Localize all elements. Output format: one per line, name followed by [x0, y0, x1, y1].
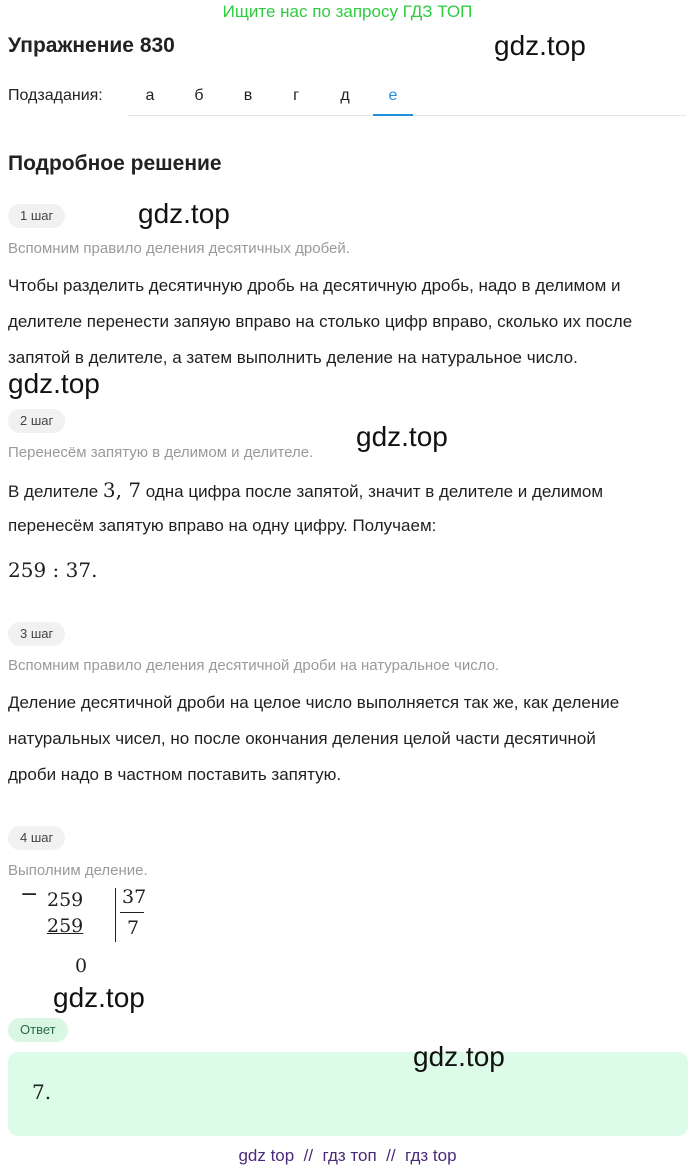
- tab-g[interactable]: г: [293, 87, 299, 104]
- step-badge-4: 4 шаг: [8, 826, 65, 850]
- step-text-2-line-2: перенесём запятую вправо на одну цифру. Получаем:: [8, 516, 437, 535]
- step-text-1-line-2: делителе перенести запяую вправо на столько цифр вправо, сколько их после: [8, 312, 633, 331]
- watermark: gdz.top: [53, 982, 145, 1013]
- tab-e[interactable]: е: [373, 78, 413, 116]
- answer-box: [8, 1052, 688, 1136]
- footer-links[interactable]: gdz top // гдз топ // гдз top: [238, 1146, 457, 1165]
- step-hint-3: Вспомним правило деления десятичной дроби на натуральное число.: [8, 657, 500, 674]
- promo-banner[interactable]: Ищите нас по запросу ГДЗ ТОП: [222, 2, 473, 21]
- tab-d[interactable]: д: [340, 87, 350, 104]
- division-horizontal-line: [120, 912, 144, 913]
- division-minus: −: [20, 882, 39, 907]
- solution-heading: Подробное решение: [8, 152, 222, 175]
- step-badge-2: 2 шаг: [8, 409, 65, 433]
- step-expression: 259 : 37.: [8, 558, 98, 582]
- step-text-3-line-3: дроби надо в частном поставить запятую.: [8, 765, 342, 784]
- division-vertical-line: [115, 888, 116, 942]
- watermark: gdz.top: [138, 198, 230, 229]
- watermark: gdz.top: [413, 1041, 505, 1072]
- tab-v[interactable]: в: [243, 87, 253, 104]
- step-hint-2: Перенесём запятую в делимом и делителе.: [8, 444, 314, 461]
- subtasks-tabs: [128, 78, 686, 116]
- step-text-2-line-1: В делителе 3, 7 одна цифра после запятой, значит в делителе и делимом: [8, 478, 604, 502]
- answer-badge: Ответ: [8, 1018, 68, 1042]
- watermark: gdz.top: [356, 421, 448, 452]
- division-subtrahend: 259: [47, 915, 84, 937]
- step-text-1-line-3: запятой в делителе, а затем выполнить деление на натуральное число.: [8, 348, 578, 367]
- step-hint-1: Вспомним правило деления десятичных дробей.: [8, 240, 350, 257]
- division-remainder: 0: [75, 955, 88, 977]
- step-badge-1: 1 шаг: [8, 204, 65, 228]
- tab-b[interactable]: б: [194, 87, 204, 104]
- division-quotient: 7: [127, 917, 140, 939]
- step-badge-3: 3 шаг: [8, 622, 65, 646]
- answer-value: 7.: [32, 1080, 52, 1104]
- watermark: gdz.top: [494, 30, 586, 61]
- step-text-3-line-1: Деление десятичной дроби на целое число выполняется так же, как деление: [8, 693, 620, 712]
- watermark: gdz.top: [8, 368, 100, 399]
- step-text-3-line-2: натуральных чисел, но после окончания деления целой части десятичной: [8, 729, 596, 748]
- step-text-1-line-1: Чтобы разделить десятичную дробь на десятичную дробь, надо в делимом и: [8, 276, 621, 295]
- division-dividend: 259: [47, 889, 84, 911]
- page-title: Упражнение 830: [8, 34, 175, 57]
- step-hint-4: Выполним деление.: [8, 862, 148, 879]
- tab-a[interactable]: а: [145, 87, 155, 104]
- subtasks-label: Подзадания:: [8, 87, 103, 104]
- divisor-math: 3, 7: [102, 478, 142, 502]
- division-divisor: 37: [122, 886, 147, 908]
